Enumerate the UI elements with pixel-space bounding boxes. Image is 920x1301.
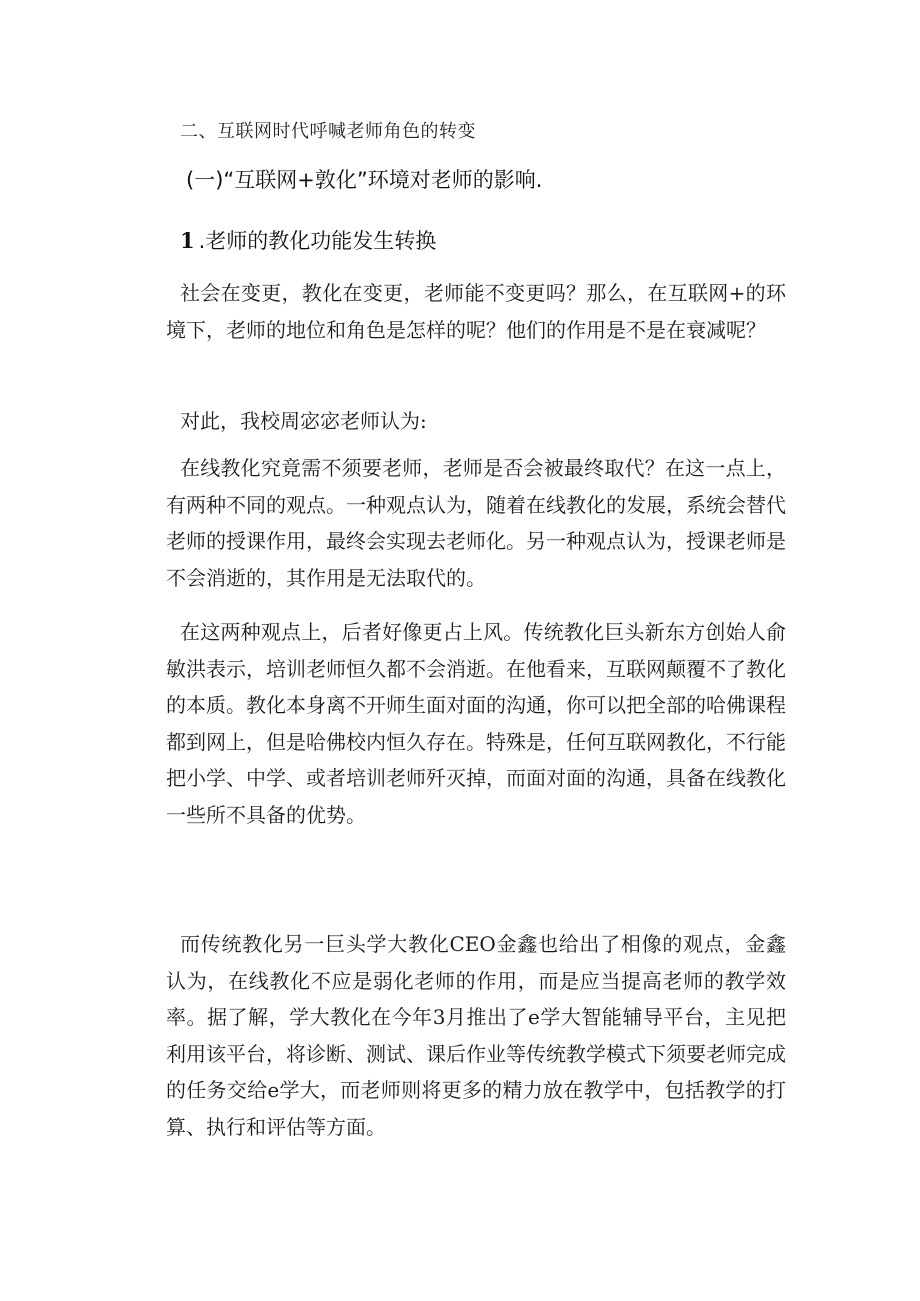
point-heading <box>180 225 436 255</box>
paragraph: 而传统教化另一巨头学大教化CEO金鑫也给出了相像的观点，金鑫认为，在线教化不应是弱化老师的作用，而是应当提高老师的教学效率。据了解，学大教化在今年3月推出了e学大智能辅导平台，主见把利用该平台，将诊断、测试、课后作业等传统教学模式下须要老师完成的任务交给e学大，而老师则将更多的精力放在教学中，包括教学的打算、执行和评估等方面。 <box>166 932 786 1139</box>
subsection-heading: (一)“互联网+敦化”环境对老师的影响. <box>186 168 543 192</box>
body-text-block-2 <box>166 403 786 451</box>
paragraph: 社会在变更，教化在变更，老师能不变更吗？那么，在互联网+的环境下，老师的地位和角色是怎样的呢？他们的作用是不是在衰减呢？ <box>166 281 786 342</box>
section-heading: 二、互联网时代呼喊老师角色的转变 <box>180 121 476 142</box>
body-text-block-4 <box>166 614 786 844</box>
paragraph: 对此，我校周宓宓老师认为: <box>180 409 427 433</box>
point-heading-text: .老师的教化功能发生转换 <box>198 229 437 253</box>
paragraph: 在这两种观点上，后者好像更占上风。传统教化巨头新东方创始人俞敏洪表示，培训老师恒久都不会消逝。在他看来，互联网颠覆不了教化的本质。教化本身离不开师生面对面的沟通，你可以把全部的哈佛课程都到网上，但是哈佛校内恒久存在。特殊是，任何互联网教化，不行能把小学、中学、或者培训老师歼灭掉，而面对面的沟通，具备在线教化一些所不具备的优势。 <box>166 620 786 827</box>
body-text-block-3 <box>166 450 786 607</box>
paragraph: 在线教化究竟需不须要老师，老师是否会被最终取代？在这一点上，有两种不同的观点。一种观点认为，随着在线教化的发展，系统会替代老师的授课作用，最终会实现去老师化。另一种观点认为，授课老师是不会消逝的，其作用是无法取代的。 <box>166 456 786 590</box>
body-text-block-1 <box>166 275 786 367</box>
body-text-block-5 <box>166 926 786 1156</box>
point-heading-number: 1 <box>180 228 195 253</box>
